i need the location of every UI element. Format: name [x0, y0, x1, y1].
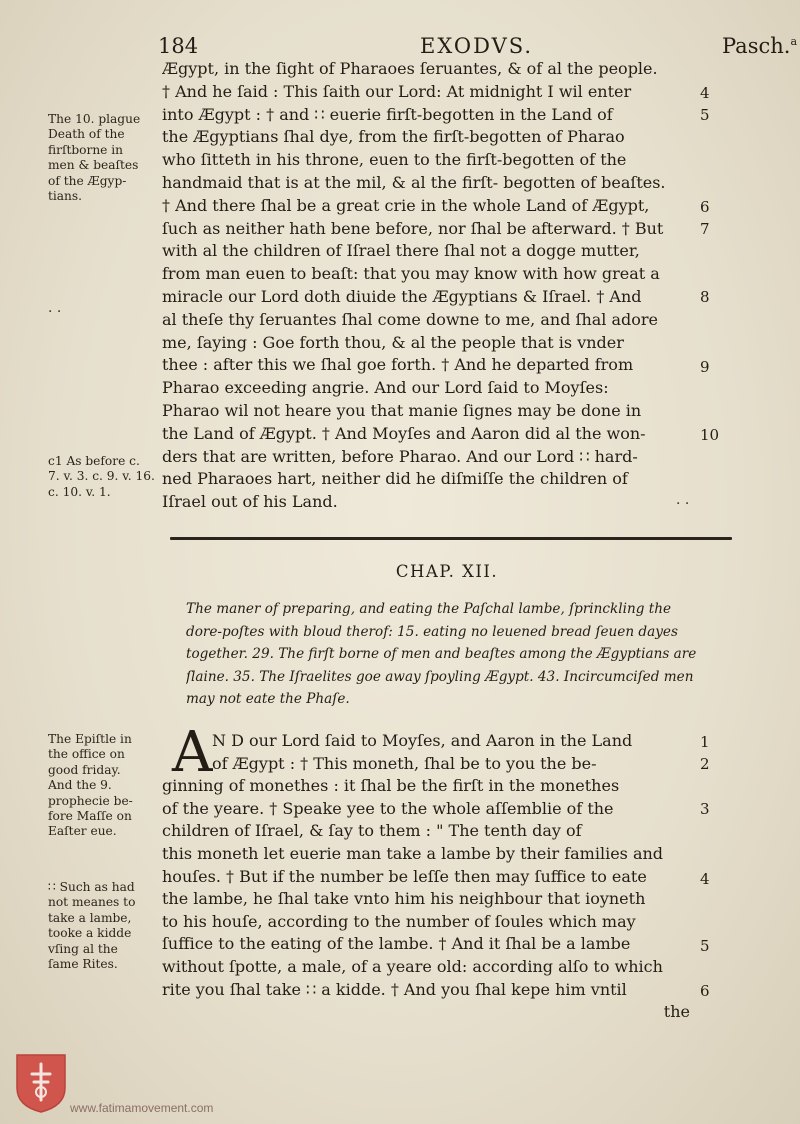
margin-note-line: 7. v. 3. c. 9. v. 16.: [48, 469, 155, 484]
text-line: the lambe, he ſhal take vnto him his neighbour that ioyneth: [162, 889, 646, 909]
margin-note-line: prophecie be-: [48, 793, 133, 808]
ornament-dots: · ·: [676, 496, 690, 512]
summary-line: ſlaine. 35. The Iſraelites goe away ſpoyling Ægypt. 43. Incircumciſed men: [186, 668, 694, 685]
running-right-superscript: a: [790, 35, 798, 48]
verse-number: 1: [700, 733, 710, 751]
verse-number: 3: [700, 800, 710, 818]
text-line: this moneth let euerie man take a lambe by their families and: [162, 843, 664, 863]
chapter-title: CHAP. XII.: [395, 562, 499, 581]
margin-note-line: men & beaſtes: [48, 158, 139, 173]
text-line: the Ægyptians ſhal dye, from the firſt-begotten of Pharao: [162, 127, 625, 147]
margin-note-kidde: [48, 880, 160, 972]
margin-note-line: ∷ Such as had: [48, 880, 135, 894]
text-line: Ægypt, in the ſight of Pharaoes ſeruantes, & of al the people.: [162, 59, 658, 78]
margin-note-line: vſing al the: [48, 941, 118, 956]
summary-line: dore-poſtes with bloud therof: 15. eating no leuened bread ſeuen dayes: [186, 623, 678, 640]
verse-number: 2: [700, 755, 710, 773]
text-line: ſuffice to the eating of the lambe. † And it ſhal be a lambe: [162, 934, 631, 954]
text-line: into Ægypt : † and ∷ euerie firſt-begotten in the Land of: [162, 104, 613, 124]
verse-number: 8: [700, 288, 710, 306]
text-line: ſuch as neither hath bene before, nor ſhal be afterward. † But: [162, 218, 664, 238]
margin-note-line: Death of the: [48, 127, 125, 142]
text-line: Pharao exceeding angrie. And our Lord ſaid to Moyſes:: [162, 378, 609, 398]
verse-number: 5: [700, 937, 710, 955]
text-line: without ſpotte, a male, of a yeare old: according alſo to which: [162, 956, 663, 976]
ornament-dots: · ·: [48, 304, 62, 320]
margin-note-line: fore Maſſe on: [48, 809, 132, 824]
text-line: ginning of monethes : it ſhal be the firſt in the monethes: [162, 776, 620, 796]
running-right-text: Pasch.: [722, 34, 791, 58]
margin-note-plague: [48, 112, 160, 204]
summary-line: The maner of preparing, and eating the Paſchal lambe, ſprinckling the: [186, 601, 672, 617]
footer-url[interactable]: www.fatimamovement.com: [70, 1101, 214, 1115]
text-line: to his houſe, according to the number of ſoules which may: [162, 911, 636, 931]
main-text-top: [162, 58, 694, 514]
margin-note-line: take a lambe,: [48, 910, 132, 925]
text-line: children of Iſrael, & ſay to them : " The tenth day of: [162, 821, 582, 841]
chapter-summary: [186, 598, 736, 711]
text-line: houſes. † But if the number be leſſe then may ſuffice to eate: [162, 866, 647, 886]
drop-capital: A: [172, 720, 213, 785]
running-title: EXODVS.: [420, 34, 534, 58]
text-line: thee : after this we ſhal goe forth. † And he departed from: [162, 355, 634, 375]
margin-note-line: And the 9.: [48, 778, 112, 793]
text-line: of Ægypt : † This moneth, ſhal be to you the be-: [212, 753, 597, 773]
margin-note-line: c. 10. v. 1.: [48, 484, 111, 499]
running-header: [0, 34, 800, 60]
margin-note-line: c1 As before c.: [48, 454, 140, 468]
margin-note-line: The 10. plague: [48, 112, 141, 126]
margin-note-line: the office on: [48, 747, 125, 762]
text-line: from man euen to beaſt: that you may know with how great a: [162, 264, 660, 284]
summary-line: may not eate the Phaſe.: [186, 691, 350, 708]
verse-number: 4: [700, 870, 710, 888]
chapter-divider-rule: [170, 537, 732, 540]
margin-note-epistle: [48, 732, 160, 840]
verse-number: 6: [700, 982, 710, 1000]
summary-line: together. 29. The firſt borne of men and beaſtes among the Ægyptians are: [186, 646, 697, 663]
running-right-heading: [722, 34, 797, 58]
margin-note-line: of the Ægyp-: [48, 173, 127, 188]
text-line: al theſe thy ſeruantes ſhal come downe to me, and ſhal adore: [162, 309, 659, 329]
page-number: 184: [158, 34, 199, 58]
text-line: of the yeare. † Speake yee to the whole aſſemblie of the: [162, 798, 614, 818]
margin-note-line: The Epiſtle in: [48, 732, 132, 746]
text-line: ned Pharaoes hart, neither did he diſmiſſe the children of: [162, 469, 628, 489]
margin-note-line: good friday.: [48, 762, 121, 777]
text-line: † And he ſaid : This ſaith our Lord: At midnight I wil enter: [162, 81, 632, 101]
verse-number: 9: [700, 358, 710, 376]
text-line: ders that are written, before Pharao. And our Lord ∷ hard-: [162, 446, 638, 466]
text-line: the Land of Ægypt. † And Moyſes and Aaron did al the won-: [162, 423, 646, 443]
fatima-movement-logo-icon: [14, 1052, 68, 1114]
margin-note-line: Eaſter eue.: [48, 824, 117, 839]
margin-note-line: not meanes to: [48, 895, 136, 910]
text-line: Pharao wil not heare you that manie ſignes may be done in: [162, 400, 642, 420]
verse-number: 6: [700, 198, 710, 216]
main-text-bottom: [162, 730, 694, 1024]
verse-number: 10: [700, 426, 720, 444]
verse-number: 5: [700, 106, 710, 124]
text-line: † And there ſhal be a great crie in the whole Land of Ægypt,: [162, 195, 650, 215]
margin-note-cross-reference: [48, 454, 160, 500]
verse-number: 4: [700, 84, 710, 102]
text-line: miracle our Lord doth diuide the Ægyptians & Iſrael. † And: [162, 286, 642, 306]
text-line: handmaid that is at the mil, & al the firſt- begotten of beaſtes.: [162, 172, 666, 192]
text-line: the: [663, 1002, 690, 1022]
margin-note-line: ſame Rites.: [48, 957, 118, 972]
margin-note-line: tians.: [48, 189, 83, 204]
text-line: with al the children of Iſrael there ſhal not a dogge mutter,: [162, 241, 640, 261]
text-line: N D our Lord ſaid to Moyſes, and Aaron in the Land: [212, 731, 633, 750]
verse-number: 7: [700, 220, 710, 238]
margin-note-line: firſtborne in: [48, 142, 124, 157]
text-line: rite you ſhal take ∷ a kidde. † And you ſhal kepe him vntil: [162, 979, 627, 999]
text-line: me, ſaying : Goe forth thou, & al the people that is vnder: [162, 332, 624, 352]
text-line: Iſrael out of his Land.: [162, 492, 338, 512]
margin-note-line: tooke a kidde: [48, 926, 132, 941]
text-line: who ſitteth in his throne, euen to the firſt-begotten of the: [162, 150, 627, 170]
